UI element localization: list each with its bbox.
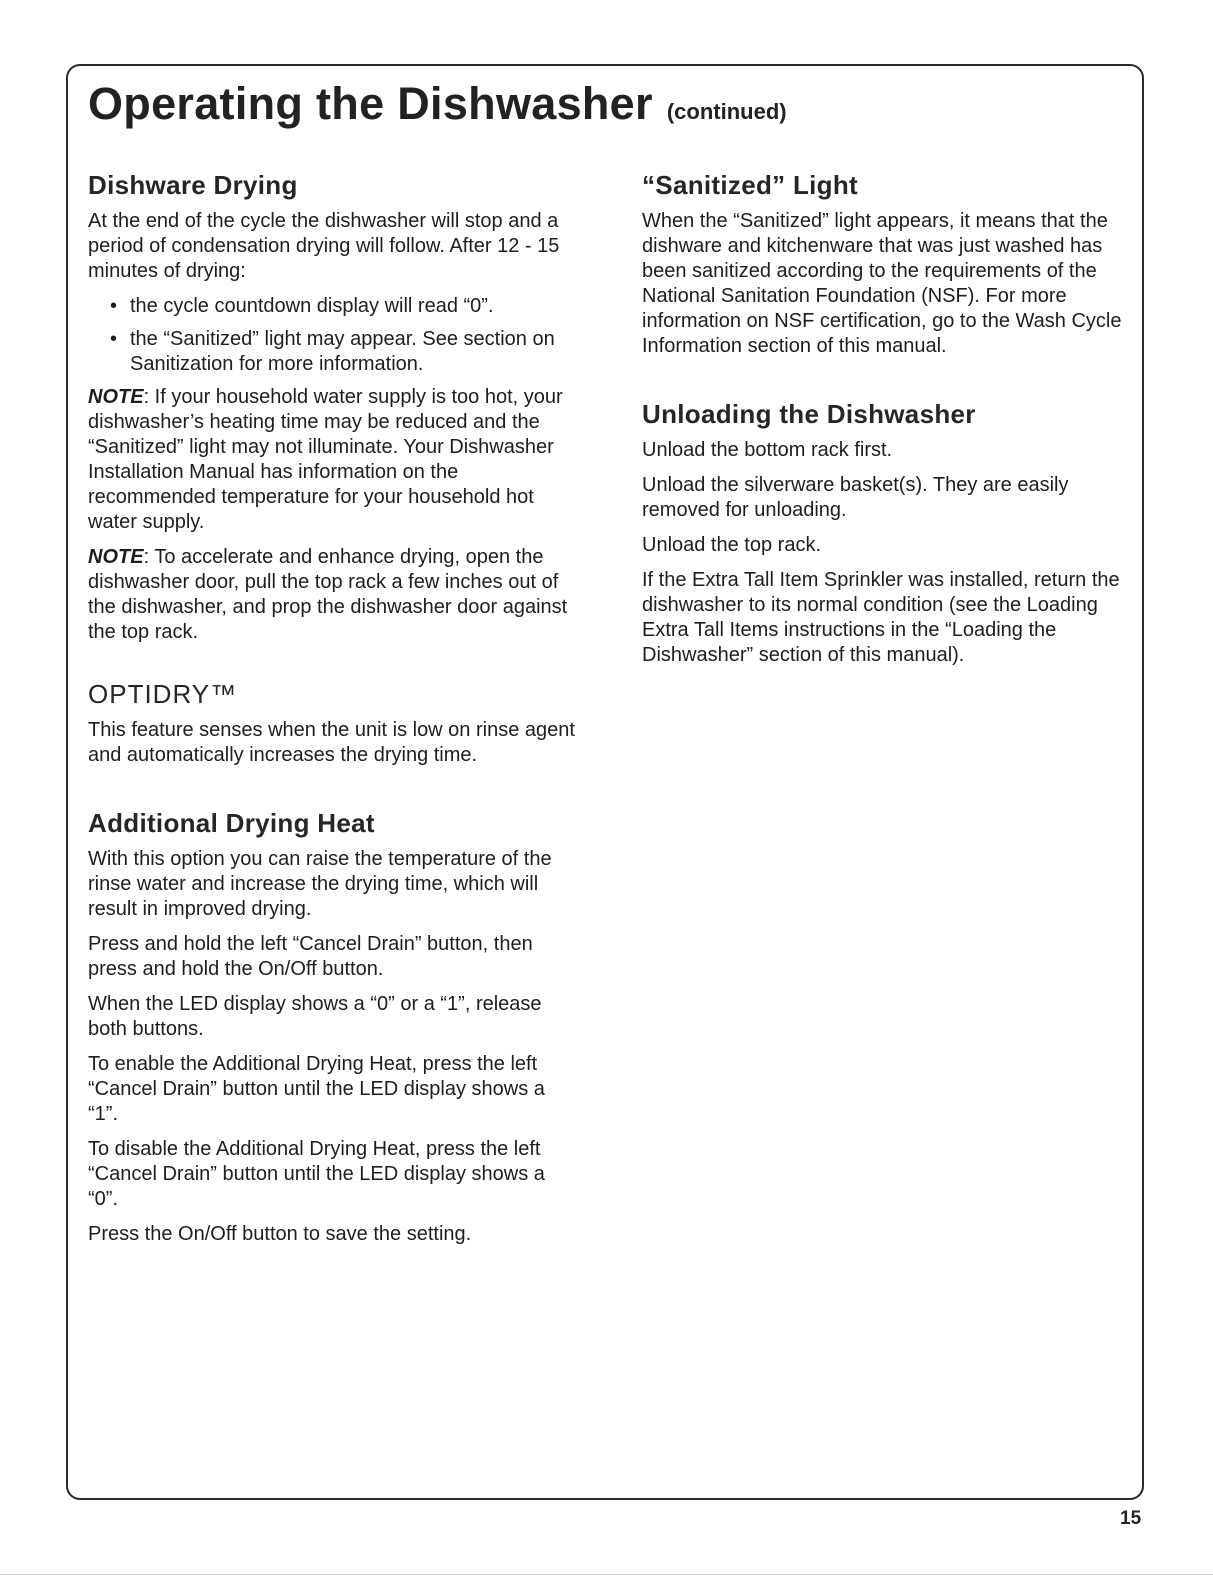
list-item: [88, 327, 578, 377]
section-heading: OPTIDRY™: [88, 679, 238, 709]
bullet-icon: •: [110, 328, 118, 350]
page-number: 15: [1120, 1508, 1142, 1529]
page-title: Operating the Dishwasher: [88, 78, 653, 129]
section-heading: Additional Drying Heat: [88, 808, 375, 838]
left-column: [88, 170, 578, 1257]
paragraph: Unload the bottom rack first.: [642, 439, 893, 461]
section-heading: “Sanitized” Light: [642, 170, 858, 200]
paragraph: Unload the silverware basket(s). They are easily removed for unloading.: [642, 474, 1069, 521]
note-label: NOTE: [88, 386, 144, 408]
note-text: : To accelerate and enhance drying, open the dishwasher door, pull the top rack a few inches out of the dishwasher, and prop the dishwasher door against the top rack.: [88, 546, 568, 643]
paragraph: When the “Sanitized” light appears, it means that the dishware and kitchenware that was just washed has been sanitized according to the requirements of the National Sanitation Foundation (NSF). For more information on NSF certification, go to the Wash Cycle Information section of this manual.: [642, 210, 1122, 357]
spacer: [88, 778, 578, 808]
paragraph: This feature senses when the unit is low on rinse agent and automatically increases the drying time.: [88, 719, 575, 766]
paragraph: To enable the Additional Drying Heat, press the left “Cancel Drain” button until the LED display shows a “1”.: [88, 1053, 545, 1125]
note-paragraph: [88, 385, 578, 535]
note-text: : If your household water supply is too hot, your dishwasher’s heating time may be reduced and the “Sanitized” light may not illuminate. Your Dishwasher Installation Manual has information on the recommended temperature for your household hot water supply.: [88, 386, 563, 533]
bullet-icon: •: [110, 295, 118, 317]
note-label: NOTE: [88, 546, 144, 568]
bullet-list: [88, 294, 578, 377]
spacer: [642, 369, 1128, 399]
paragraph: With this option you can raise the temperature of the rinse water and increase the drying time, which will result in improved drying.: [88, 848, 552, 920]
content-frame: [66, 64, 1144, 1500]
paragraph: Unload the top rack.: [642, 534, 821, 556]
paragraph: At the end of the cycle the dishwasher will stop and a period of condensation drying will follow. After 12 - 15 minutes of drying:: [88, 210, 560, 282]
section-dishware-drying: [88, 170, 578, 645]
page-title-continued: (continued): [666, 99, 787, 124]
list-item: [88, 294, 578, 319]
section-additional-drying-heat: [88, 808, 578, 1247]
page-header: [88, 78, 787, 130]
paragraph: When the LED display shows a “0” or a “1”, release both buttons.: [88, 993, 542, 1040]
section-heading: Unloading the Dishwasher: [642, 399, 976, 429]
list-item-text: the “Sanitized” light may appear. See section on Sanitization for more information.: [130, 328, 555, 375]
spacer: [88, 655, 578, 679]
paragraph: Press and hold the left “Cancel Drain” button, then press and hold the On/Off button.: [88, 933, 533, 980]
section-unloading: [642, 399, 1128, 668]
paragraph: If the Extra Tall Item Sprinkler was installed, return the dishwasher to its normal condition (see the Loading Extra Tall Items instructions in the “Loading the Dishwasher” section of this manual).: [642, 569, 1120, 666]
right-column: [642, 170, 1128, 678]
list-item-text: the cycle countdown display will read “0”.: [130, 295, 494, 317]
paragraph: Press the On/Off button to save the setting.: [88, 1223, 472, 1245]
paragraph: To disable the Additional Drying Heat, press the left “Cancel Drain” button until the LED display shows a “0”.: [88, 1138, 545, 1210]
section-sanitized-light: [642, 170, 1128, 359]
section-heading: Dishware Drying: [88, 170, 298, 200]
section-optidry: [88, 679, 578, 768]
note-paragraph: [88, 545, 578, 645]
